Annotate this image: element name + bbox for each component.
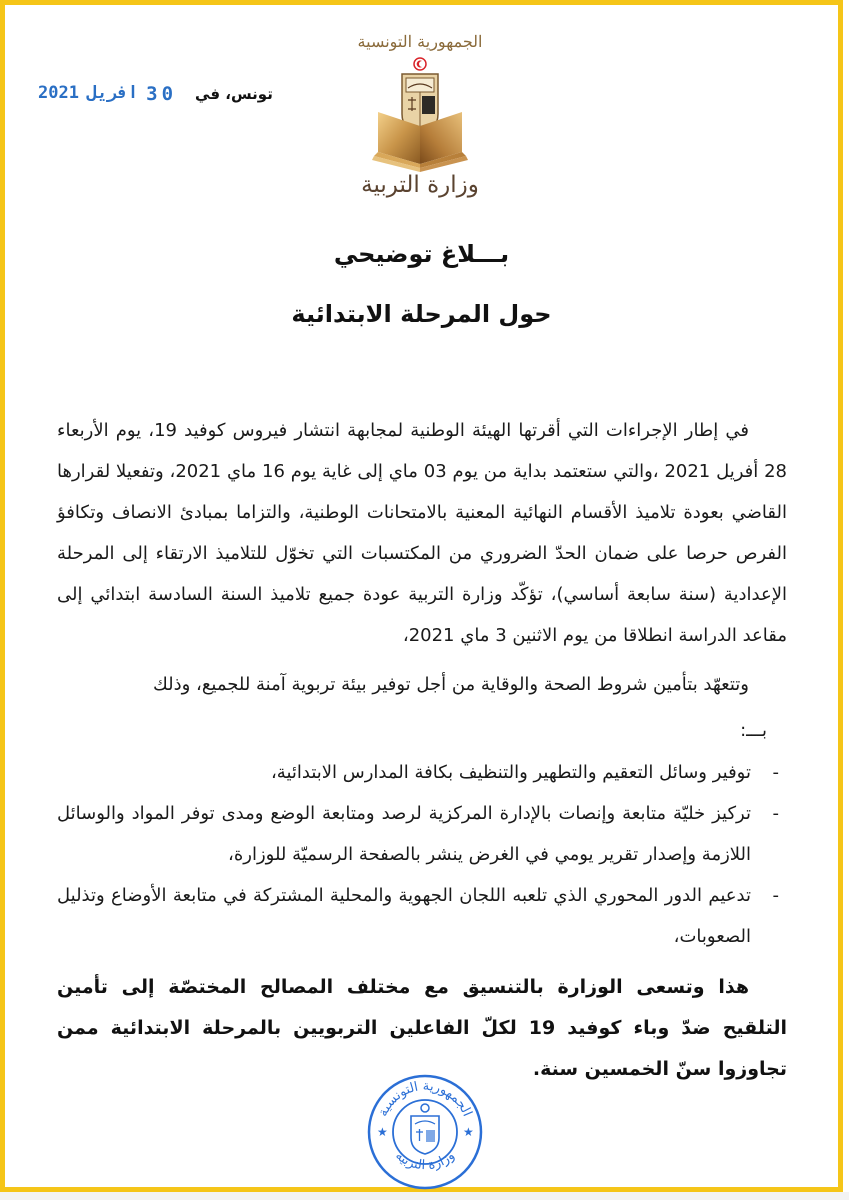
- date-stamp: [38, 83, 177, 105]
- seal-top-text: الجمهورية التونسية: [375, 1078, 475, 1119]
- svg-text:الجمهورية التونسية: [376, 1079, 475, 1119]
- page-bottom-strip: [0, 1192, 849, 1200]
- coat-of-arms-book-icon: [370, 56, 470, 174]
- official-seal-icon: [365, 1070, 485, 1192]
- list-item: [57, 793, 787, 875]
- date-line: [38, 80, 273, 108]
- list-item: [57, 875, 787, 957]
- date-day: 30: [146, 83, 178, 105]
- paragraph-commitment-tail: بـــ:: [740, 720, 767, 741]
- paragraph-intro: في إطار الإجراءات التي أقرتها الهيئة الوطنية لمجابهة انتشار فيروس كوفيد 19، يوم الأربعاء 28 أفريل 2021 ،والتي ستعتمد بداية من يوم 03 ماي إلى غاية يوم 16 ماي 2021، وتفعيلا لقرارها القاضي بعودة تلاميذ الأقسام النهائية المعنية بالامتحانات الوطنية، والتزاما بمبادئ الانصاف وتكافؤ الفرص حرصا على ضمان الحدّ الضروري من المكتسبات التي تخوّل للتلاميذ الارتقاء إلى المرحلة الإعدادية (سنة سابعة أساسي)، تؤكّد وزارة التربية عودة جميع تلاميذ السنة السادسة ابتدائي إلى مقاعد الدراسة انطلاقا من يوم الاثنين 3 ماي 2021،: [57, 420, 788, 646]
- bullet-dash: -: [772, 762, 779, 783]
- list-item-text: توفير وسائل التعقيم والتطهير والتنظيف بكافة المدارس الابتدائية،: [270, 762, 751, 783]
- list-item-text: تدعيم الدور المحوري الذي تلعبه اللجان الجهوية والمحلية المشتركة في متابعة الأوضاع وتذليل الصعوبات،: [57, 885, 751, 947]
- seal-star-right-icon: ★: [463, 1125, 474, 1139]
- bullet-dash: -: [772, 803, 779, 824]
- measures-list: [57, 752, 787, 957]
- paragraph-commitment: وتتعهّد بتأمين شروط الصحة والوقاية من أجل توفير بيئة تربوية آمنة للجميع، وذلك: [152, 674, 749, 695]
- date-year: 2021: [38, 83, 79, 103]
- seal-bottom-text: وزارة التربية: [392, 1148, 458, 1174]
- crescent-star-icon: [414, 58, 426, 70]
- place-prefix: تونس، في: [195, 85, 273, 103]
- document-subtitle: حول المرحلة الابتدائية: [291, 300, 552, 328]
- list-item: [57, 752, 787, 793]
- ministry-logo: [345, 32, 495, 207]
- svg-text:وزارة التربية: [392, 1148, 457, 1173]
- logo-republic-text: الجمهورية التونسية: [357, 32, 483, 51]
- paragraph-vaccination: هذا وتسعى الوزارة بالتنسيق مع مختلف المصالح المختصّة إلى تأمين التلقيح ضدّ وباء كوفيد 19 لكلّ الفاعلين التربويين بالمرحلة الابتدائية ممن تجاوزوا سنّ الخمسين سنة.: [57, 976, 787, 1080]
- seal-star-left-icon: ★: [377, 1125, 388, 1139]
- document-title: بـــلاغ توضيحي: [333, 240, 510, 268]
- list-item-text: تركيز خليّة متابعة وإنصات بالإدارة المركزية لرصد ومتابعة الوضع ومدى توفر المواد والوسائل اللازمة وإصدار تقرير يومي في الغرض ينشر بالصفحة الرسميّة للوزارة،: [57, 803, 751, 865]
- date-month: افريل: [86, 83, 139, 103]
- bullet-dash: -: [772, 885, 779, 906]
- logo-ministry-text: وزارة التربية: [361, 172, 479, 198]
